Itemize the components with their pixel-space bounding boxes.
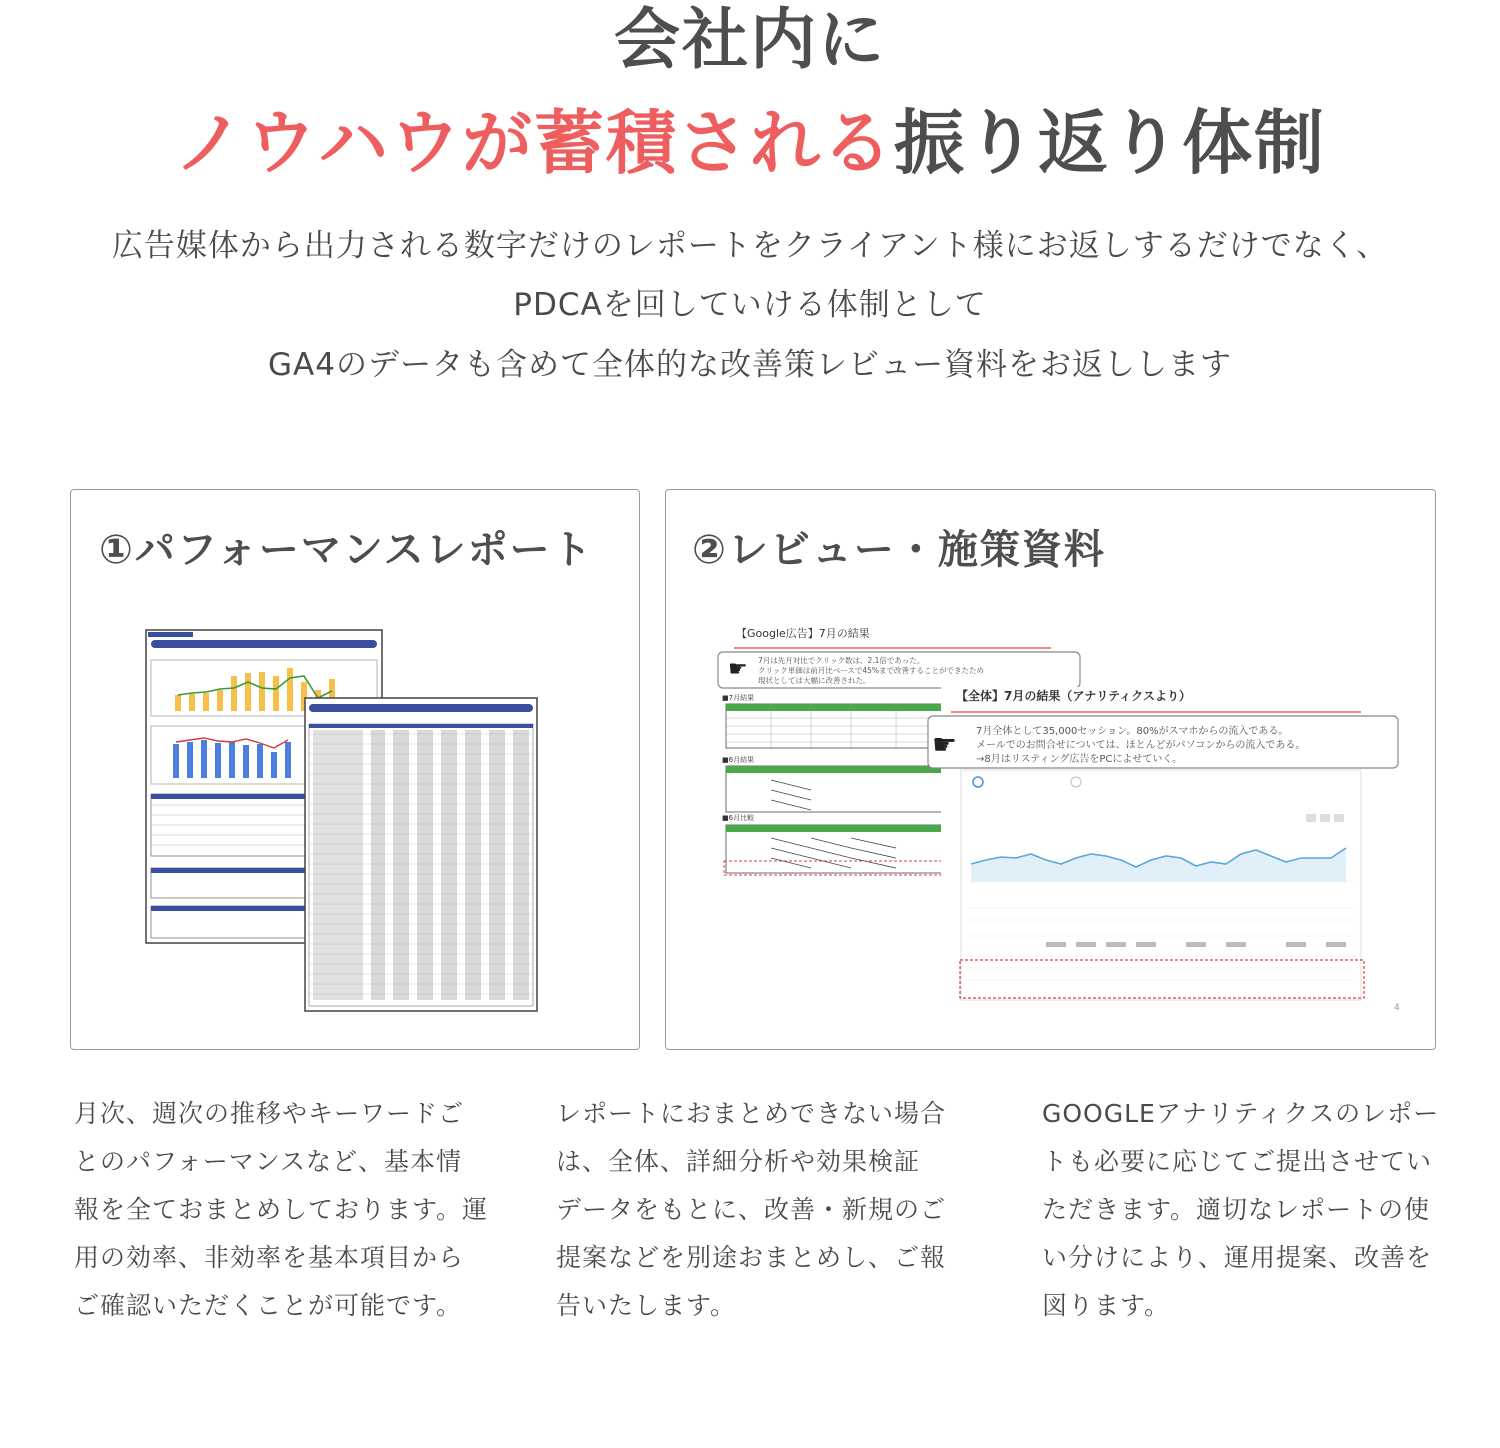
google-ads-section-2: ■6月結果 bbox=[722, 756, 755, 764]
pointing-hand-icon-2: ☛ bbox=[932, 728, 958, 761]
description-line: データをもとに、改善・新規のご bbox=[556, 1195, 947, 1224]
performance-report-title: ①パフォーマンスレポート bbox=[99, 527, 594, 573]
description-line: 告いたします。 bbox=[556, 1291, 737, 1320]
description-line: 用の効率、非効率を基本項目から bbox=[74, 1243, 465, 1272]
performance-report-description bbox=[74, 1090, 489, 1330]
page-title-plain: 振り返り体制 bbox=[894, 102, 1326, 184]
intro-line-1: 広告媒体から出力される数字だけのレポートをクライアント様にお返しするだけでなく、 bbox=[111, 228, 1389, 264]
description-line: 図ります。 bbox=[1042, 1291, 1171, 1320]
google-ads-note-3: 現状としては大幅に改善された。 bbox=[758, 676, 871, 685]
description-line: い分けにより、運用提案、改善を bbox=[1042, 1243, 1433, 1272]
intro-line-2: PDCAを回していける体制として bbox=[513, 287, 987, 323]
google-ads-heading: 【Google広告】7月の結果 bbox=[736, 627, 870, 640]
analytics-report-description bbox=[1042, 1090, 1442, 1330]
analytics-note-2: メールでのお問合せについては、ほとんどがパソコンからの流入である。 bbox=[976, 740, 1306, 751]
description-line: 提案などを別途おまとめし、ご報 bbox=[556, 1243, 947, 1272]
google-ads-note-1: 7月は先月対比でクリック数は、2.1倍であった。 bbox=[758, 656, 925, 665]
description-line: レポートにおまとめできない場合 bbox=[556, 1099, 947, 1128]
analytics-note-1: 7月全体として35,000セッション。80%がスマホからの流入である。 bbox=[976, 726, 1289, 737]
page-title-accent: ノウハウが蓄積される bbox=[174, 102, 894, 184]
description-line: とのパフォーマンスなど、基本情 bbox=[74, 1147, 463, 1176]
google-ads-note-2: クリック単価は前月比ベースで45%まで改善することができたため bbox=[758, 666, 984, 675]
google-ads-section-1: ■7月結果 bbox=[722, 694, 755, 702]
page-title-line1: 会社内に bbox=[614, 1, 886, 78]
report-sheet-front bbox=[305, 698, 537, 1011]
review-material-image bbox=[666, 490, 1437, 1051]
description-line: 報を全ておまとめしております。運 bbox=[74, 1195, 489, 1224]
intro-line-3: GA4のデータも含めて全体的な改善策レビュー資料をお返しします bbox=[268, 347, 1232, 383]
review-material-title: ②レビュー・施策資料 bbox=[692, 527, 1106, 573]
google-ads-section-3: ■6月比較 bbox=[722, 814, 755, 822]
review-material-description bbox=[556, 1090, 966, 1330]
pointing-hand-icon-1: ☛ bbox=[728, 657, 748, 682]
description-line: は、全体、詳細分析や効果検証 bbox=[556, 1147, 921, 1176]
description-line: ご確認いただくことが可能です。 bbox=[74, 1291, 463, 1320]
description-line: ただきます。適切なレポートの使 bbox=[1042, 1195, 1431, 1224]
performance-report-image bbox=[71, 490, 641, 1051]
analytics-page-number: 4 bbox=[1394, 1003, 1400, 1013]
page-title-line2 bbox=[0, 98, 1500, 188]
description-line: GOOGLEアナリティクスのレポー bbox=[1042, 1099, 1440, 1128]
analytics-note-3: →8月はリスティング広告をPCによせていく。 bbox=[976, 754, 1183, 765]
description-line: トも必要に応じてご提出させてい bbox=[1042, 1147, 1433, 1176]
performance-report-card bbox=[70, 489, 640, 1050]
review-material-card bbox=[665, 489, 1436, 1050]
description-line: 月次、週次の推移やキーワードご bbox=[74, 1099, 465, 1128]
analytics-slide bbox=[928, 687, 1406, 1013]
analytics-heading: 【全体】7月の結果（アナリティクスより） bbox=[956, 689, 1192, 703]
